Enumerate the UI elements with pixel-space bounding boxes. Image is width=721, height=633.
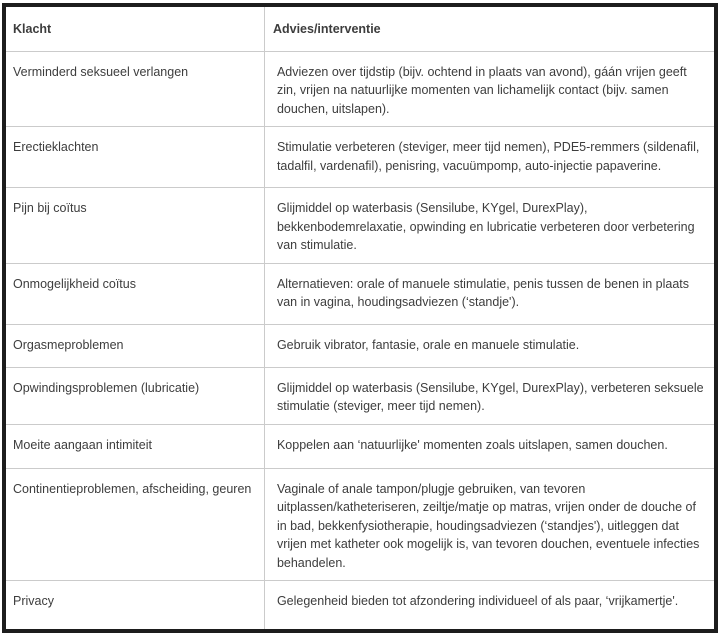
klacht-advies-table [2,3,718,633]
table-row [4,263,716,324]
table-row [4,367,716,424]
table-row [4,127,716,188]
table-header-row [4,5,716,51]
klacht-cell: Continentieproblemen, afscheiding, geuren [4,468,264,581]
advies-cell: Gelegenheid bieden tot afzondering individueel of als paar, ‘vrijkamertje'. [264,581,716,631]
column-header-klacht: Klacht [4,5,264,51]
table-row [4,468,716,581]
advies-cell: Glijmiddel op waterbasis (Sensilube, KYgel, DurexPlay), verbeteren seksuele stimulatie (steviger, meer tijd nemen). [264,367,716,424]
klacht-cell: Verminderd seksueel verlangen [4,51,264,127]
klacht-cell: Moeite aangaan intimiteit [4,424,264,468]
klacht-cell: Privacy [4,581,264,631]
advies-cell: Stimulatie verbeteren (steviger, meer tijd nemen), PDE5-remmers (sildenafil, tadalfil, vardenafil), penisring, vacuümpomp, auto-injectie papaverine. [264,127,716,188]
column-header-advies: Advies/interventie [264,5,716,51]
advies-cell: Gebruik vibrator, fantasie, orale en manuele stimulatie. [264,324,716,367]
table-row [4,188,716,264]
klacht-cell: Orgasmeproblemen [4,324,264,367]
table-row [4,424,716,468]
klacht-cell: Erectieklachten [4,127,264,188]
klacht-cell: Opwindingsproblemen (lubricatie) [4,367,264,424]
advies-cell: Vaginale of anale tampon/plugje gebruiken, van tevoren uitplassen/katheteriseren, zeiltje/matje op matras, vrijen onder de douche of in bad, bekkenfysiotherapie, houdingsadviezen (‘standjes'), uitleggen dat vrijen met katheter ook mogelijk is, van tevoren douchen, eventuele infecties behandelen. [264,468,716,581]
table-row [4,581,716,631]
table-row [4,324,716,367]
klacht-cell: Pijn bij coïtus [4,188,264,264]
klacht-cell: Onmogelijkheid coïtus [4,263,264,324]
advies-cell: Glijmiddel op waterbasis (Sensilube, KYgel, DurexPlay), bekkenbodemrelaxatie, opwinding en lubricatie verbeteren door verbetering van stimulatie. [264,188,716,264]
advies-cell: Adviezen over tijdstip (bijv. ochtend in plaats van avond), gáán vrijen geeft zin, vrijen na natuurlijke momenten van lichamelijk contact (bijv. samen douchen, uitslapen). [264,51,716,127]
table-row [4,51,716,127]
advies-cell: Koppelen aan ‘natuurlijke' momenten zoals uitslapen, samen douchen. [264,424,716,468]
advies-cell: Alternatieven: orale of manuele stimulatie, penis tussen de benen in plaats van in vagina, houdingsadviezen (‘standje'). [264,263,716,324]
